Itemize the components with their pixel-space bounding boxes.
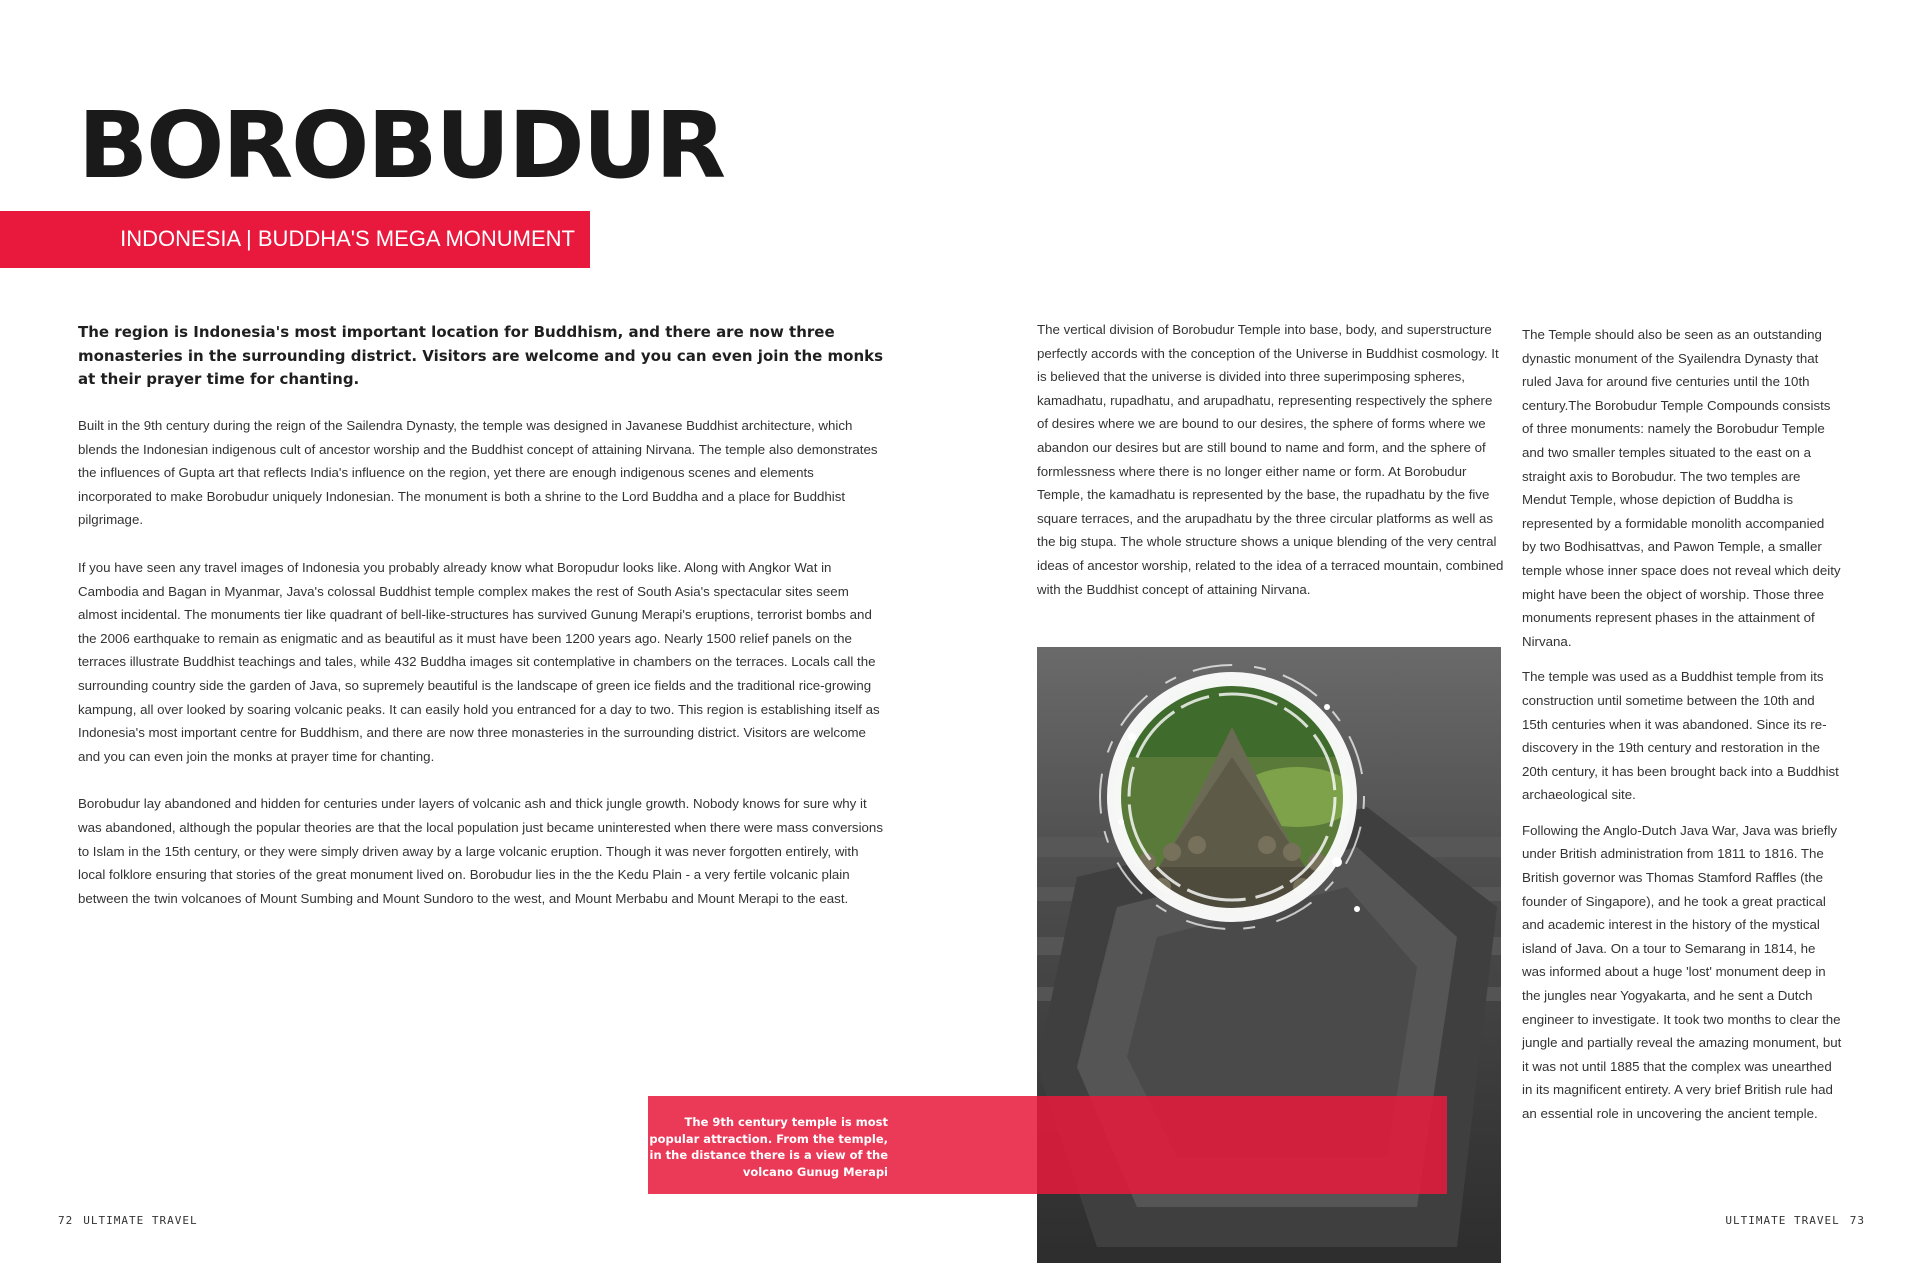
left-column bbox=[78, 414, 888, 934]
middle-column bbox=[1037, 318, 1505, 601]
lead-paragraph: The region is Indonesia's most important location for Buddhism, and there are now three monasteries in the surrounding district. Visitors are welcome and you can even join the monks at their prayer time for chanting. bbox=[78, 323, 884, 388]
body-paragraph: Borobudur lay abandoned and hidden for centuries under layers of volcanic ash and thick jungle growth. Nobody knows for sure why it was abandoned, although the popular theories are that the local population just became uninterested when there were mass conversions to Islam in the 15th century, or they were simply driven away by a large volcanic eruption. Though it was never forgotten entirely, with local folklore ensuring that stories of the great monument lived on. Borobudur lies in the the Kedu Plain - a very fertile volcanic plain between the twin volcanoes of Mount Sumbing and Mount Sundoro to the west, and Mount Merbabu and Mount Merapi to the east. bbox=[78, 796, 883, 906]
body-paragraph: Built in the 9th century during the reign of the Sailendra Dynasty, the temple was designed in Javanese Buddhist architecture, which blends the Indonesian indigenous cult of ancestor worship and the Buddhist concept of attaining Nirvana. The temple also demonstrates the influences of Gupta art that reflects India's influence on the region, yet there are enough indigenous scenes and elements incorporated to make Borobudur uniquely Indonesian. The monument is both a shrine to the Lord Buddha and a place for Buddhist pilgrimage. bbox=[78, 418, 878, 528]
article-title: BOROBUDUR bbox=[78, 92, 725, 199]
subtitle-banner bbox=[0, 211, 590, 268]
body-paragraph: The vertical division of Borobudur Temple into base, body, and superstructure perfectly accords with the conception of the Universe in Buddhist cosmology. It is believed that the universe is divided into three superimposing spheres, kamadhatu, rupadhatu, and arupadhatu, representing respectively the sphere of desires where we are bound to our desires, the sphere of forms where we abandon our desires but are still bound to name and form, and the sphere of formlessness where there is no longer either name or form. At Borobudur Temple, the kamadhatu is represented by the base, the rupadhatu by the five square terraces, and the arupadhatu by the three circular platforms as well as the big stupa. The whole structure shows a unique blending of the very central ideas of ancestor worship, related to the idea of a terraced mountain, combined with the Buddhist concept of attaining Nirvana. bbox=[1037, 322, 1504, 597]
right-column bbox=[1522, 323, 1842, 1138]
photo-caption: The 9th century temple is most popular attraction. From the temple, in the distance there is a view of the volcano Gunug Merapi bbox=[649, 1115, 888, 1179]
body-paragraph: The temple was used as a Buddhist temple from its construction until sometime between the 10th and 15th centuries when it was abandoned. Since its re-discovery in the 19th century and restoration in the 20th century, it has been brought back into a Buddhist archaeological site. bbox=[1522, 669, 1839, 803]
body-paragraph: The Temple should also be seen as an outstanding dynastic monument of the Syailendra Dynasty that ruled Java for around five centuries until the 10th century.The Borobudur Temple Compounds consists of three monuments: namely the Borobudur Temple and two smaller temples situated to the east on a straight axis to Borobudur. The two temples are Mendut Temple, whose depiction of Buddha is represented by a formidable monolith accompanied by two Bodhisattvas, and Pawon Temple, a smaller temple whose inner space does not reveal which deity might have been the object of worship. Those three monuments represent phases in the attainment of Nirvana. bbox=[1522, 327, 1841, 649]
page-number-left: 72 bbox=[58, 1214, 74, 1227]
body-paragraph: Following the Anglo-Dutch Java War, Java was briefly under British administration from 1811 to 1816. The British governor was Thomas Stamford Raffles (the founder of Singapore), and he took a great practical and academic interest in the history of the mystical island of Java. On a tour to Semarang in 1814, he was informed about a huge 'lost' monument deep in the jungles near Yogyakarta, and he sent a Dutch engineer to investigate. It took two months to clear the jungle and partially reveal the amazing monument, but it was not until 1885 that the complex was unearthed in its magnificent entirety. A very brief British rule had an essential role in uncovering the ancient temple. bbox=[1522, 822, 1842, 1121]
magazine-name: ULTIMATE TRAVEL bbox=[1725, 1214, 1840, 1227]
article-subtitle: INDONESIA | BUDDHA'S MEGA MONUMENT bbox=[120, 226, 575, 251]
footer-left bbox=[48, 1214, 198, 1227]
magazine-name: ULTIMATE TRAVEL bbox=[83, 1214, 198, 1227]
page-number-right: 73 bbox=[1849, 1214, 1865, 1227]
body-paragraph: If you have seen any travel images of Indonesia you probably already know what Boropudur looks like. Along with Angkor Wat in Cambodia and Bagan in Myanmar, Java's colossal Buddhist temple complex makes the rest of South Asia's spectacular sites seem almost incidental. The monuments tier like quadrant of bell-like-structures has survived Gunung Merapi's eruptions, terrorist bombs and the 2006 earthquake to remain as enigmatic and as beautiful as it must have been 1200 years ago. Nearly 1500 relief panels on the terraces illustrate Buddhist teachings and tales, while 432 Buddha images sit contemplative in chambers on the terraces. Locals call the surrounding country side the garden of Java, so supremely beautiful is the landscape of green ice fields and the traditional rice-growing kampung, all over looked by soaring volcanic peaks. It can easily hold you entranced for a day to two. This region is establishing itself as Indonesia's most important centre for Buddhism, and there are now three monasteries in the surrounding district. Visitors are welcome and you can even join the monks at prayer time for chanting. bbox=[78, 559, 880, 764]
footer-right bbox=[1725, 1214, 1875, 1227]
